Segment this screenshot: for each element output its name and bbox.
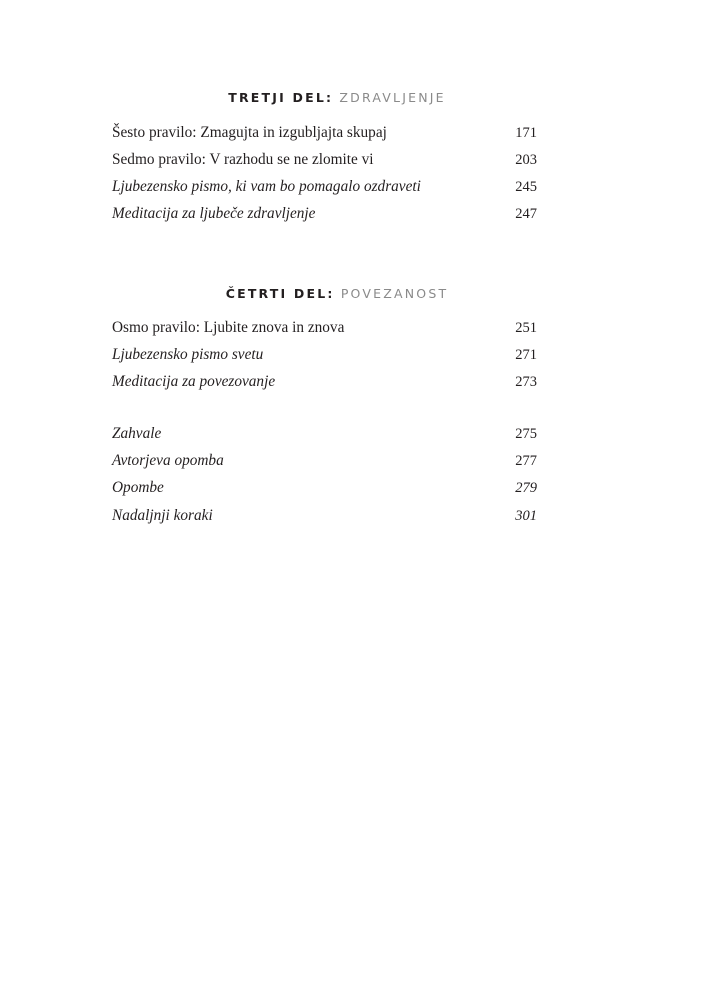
- toc-entry: [112, 149, 537, 171]
- section-heading-title: POVEZANOST: [340, 286, 449, 301]
- toc-entry: [112, 477, 537, 499]
- toc-entry-title: Sedmo pravilo: V razhodu se ne zlomite vi: [112, 151, 374, 168]
- toc-entry-title: Šesto pravilo: Zmagujta in izgubljajta skupaj: [112, 124, 387, 141]
- toc-entry: [112, 505, 537, 527]
- toc-entry-page: 279: [515, 480, 537, 496]
- toc-entry-page: 275: [515, 426, 537, 442]
- toc-entry-page: 203: [515, 152, 537, 168]
- toc-entry: [112, 122, 537, 144]
- toc-entry: [112, 423, 537, 445]
- toc-entry: [112, 371, 537, 393]
- toc-entry: [112, 317, 537, 339]
- toc-entry-title: Meditacija za ljubeče zdravljenje: [112, 205, 316, 222]
- toc-entry-title: Ljubezensko pismo, ki vam bo pomagalo ozdraveti: [112, 178, 421, 195]
- toc-entry: [112, 203, 537, 225]
- toc-entry-title: Osmo pravilo: Ljubite znova in znova: [112, 319, 345, 336]
- section-heading-part: ČETRTI DEL:: [225, 286, 335, 301]
- toc-entry-page: 245: [515, 179, 537, 195]
- toc-entry-title: Zahvale: [112, 425, 162, 442]
- toc-entry-page: 251: [515, 320, 537, 336]
- section-heading-tretji-del: [0, 90, 674, 105]
- toc-entry: [112, 450, 537, 472]
- section-heading-cetrti-del: [0, 286, 674, 301]
- toc-entry-title: Avtorjeva opomba: [112, 452, 224, 469]
- toc-entry-title: Meditacija za povezovanje: [112, 373, 276, 390]
- toc-entry-title: Nadaljnji koraki: [112, 507, 213, 524]
- toc-entry: [112, 176, 537, 198]
- toc-entry-page: 247: [515, 206, 537, 222]
- section-heading-part: TRETJI DEL:: [228, 90, 334, 105]
- toc-entry-page: 301: [515, 508, 537, 524]
- toc-entry-page: 171: [515, 125, 537, 141]
- toc-entry-page: 277: [515, 453, 537, 469]
- toc-entry: [112, 344, 537, 366]
- toc-entry-title: Opombe: [112, 479, 164, 496]
- toc-entry-page: 271: [515, 347, 537, 363]
- section-heading-title: ZDRAVLJENJE: [339, 90, 446, 105]
- toc-entry-page: 273: [515, 374, 537, 390]
- toc-entry-title: Ljubezensko pismo svetu: [112, 346, 264, 363]
